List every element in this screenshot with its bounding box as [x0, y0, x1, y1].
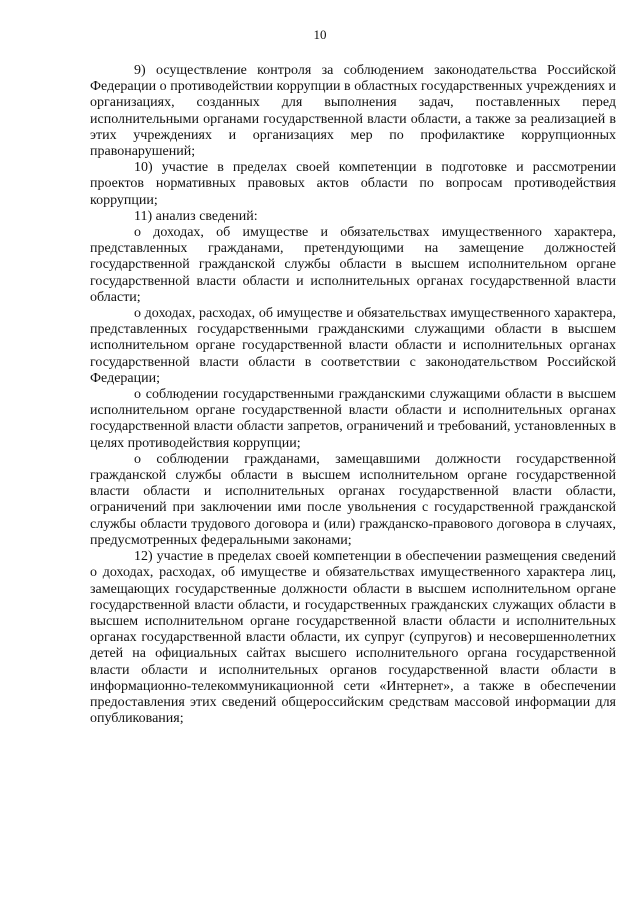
paragraph-item-10: 10) участие в пределах своей компетенции в подготовке и рассмотрении проектов нормативных правовых актов области по вопросам противодействия коррупции;: [90, 160, 616, 208]
document-body: [90, 63, 616, 727]
paragraph-item-12: 12) участие в пределах своей компетенции в обеспечении размещения сведений о доходах, расходах, об имуществе и обязательствах имущественного характера лиц, замещающих государственные должности области в высшем исполнительном органе государственной власти области, и государственных гражданских служащих области в высшем исполнительном органе государственной власти области и исполнительных органах государственной власти области, их супруг (супругов) и несовершеннолетних детей на официальных сайтах высшего исполнительного органа государственной власти области и исполнительных органов государственной власти области в информационно-телекоммуникационной сети «Интернет», а также в обеспечении предоставления этих сведений общероссийским средствам массовой информации для опубликования;: [90, 549, 616, 727]
paragraph-compliance-restrictions: о соблюдении государственными гражданскими служащими области в высшем исполнительном органе государственной власти области и исполнительных органах государственной власти области запретов, ограничений и требований, установленных в целях противодействия коррупции;: [90, 387, 616, 451]
paragraph-former-servants: о соблюдении гражданами, замещавшими должности государственной гражданской службы области в высшем исполнительном органе государственной власти области и исполнительных органах государственной власти области, ограничений при заключении ими после увольнения с государственной гражданской службы области трудового договора и (или) гражданско-правового договора в случаях, предусмотренных федеральными законами;: [90, 451, 616, 548]
paragraph-item-9: 9) осуществление контроля за соблюдением законодательства Российской Федерации о противодействии коррупции в областных государственных учреждениях и организациях, созданных для выполнения задач, поставленных перед исполнительными органами государственной власти области, а также за реализацией в этих учреждениях и организациях мер по профилактике коррупционных правонарушений;: [90, 63, 616, 160]
page-number: 10: [313, 27, 327, 42]
paragraph-income-candidates: о доходах, об имуществе и обязательствах имущественного характера, представленных гражданами, претендующими на замещение должностей государственной гражданской службы области в высшем исполнительном органе государственной власти области и исполнительных органах государственной власти области;: [90, 225, 616, 305]
paragraph-item-11: 11) анализ сведений:: [134, 208, 258, 224]
paragraph-income-servants: о доходах, расходах, об имуществе и обязательствах имущественного характера, представленных государственными гражданскими служащими области в высшем исполнительном органе государственной власти области и исполнительных органах государственной власти области в соответствии с законодательством Российской Федерации;: [90, 306, 616, 386]
